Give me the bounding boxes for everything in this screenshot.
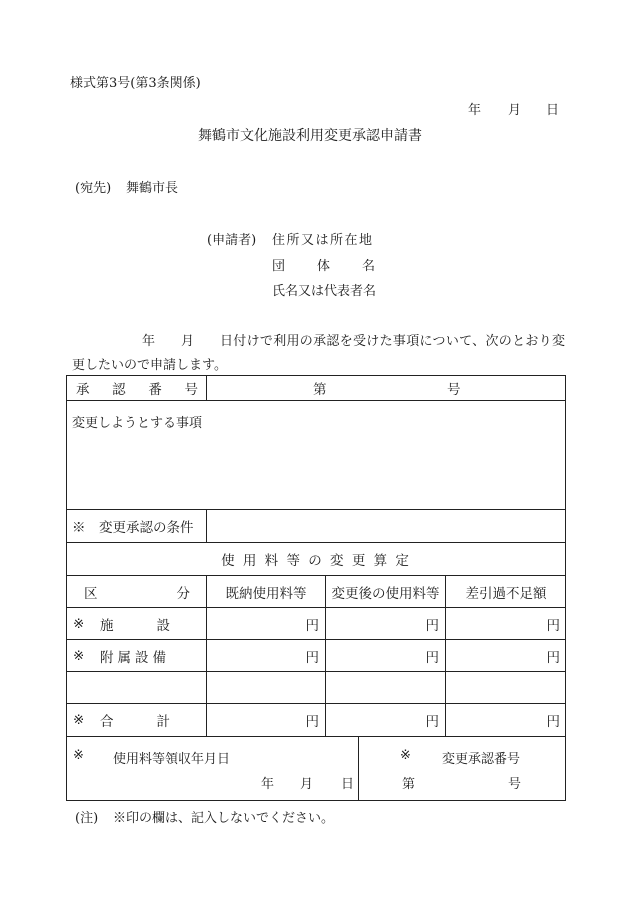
org-char: 体 xyxy=(316,259,330,274)
row-label-char: 備 xyxy=(152,649,166,666)
page-title: 舞鶴市文化施設利用変更承認申請書 xyxy=(198,128,422,144)
row-label-char: 計 xyxy=(156,714,170,730)
receipt-mark: ※ xyxy=(73,748,84,763)
row-label-char: 設 xyxy=(135,649,149,666)
label-char: 承 xyxy=(76,382,90,398)
table-rule xyxy=(66,736,566,737)
col-header-char: 区 xyxy=(84,585,98,602)
amount-unit: 円 xyxy=(425,649,439,666)
applicant-address-label: 住所又は所在地 xyxy=(272,233,374,248)
amount-unit: 円 xyxy=(305,714,319,730)
table-rule xyxy=(358,736,359,801)
approval-number-go: 号 xyxy=(447,382,461,398)
col-header-paid: 既納使用料等 xyxy=(225,585,307,602)
body-line2: 更したいので申請します。 xyxy=(72,358,227,373)
approval-dai: 第 xyxy=(402,777,416,792)
addressee: 舞鶴市長 xyxy=(126,181,179,196)
table-rule xyxy=(206,375,207,400)
row-mark: ※ xyxy=(73,647,85,664)
row-label-char: 属 xyxy=(117,649,131,666)
table-rule xyxy=(206,509,207,542)
applicant-name-label: 氏名又は代表者名 xyxy=(272,284,377,299)
receipt-month: 月 xyxy=(300,777,314,792)
row-label-char: 設 xyxy=(156,617,170,634)
row-mark: ※ xyxy=(73,615,85,632)
amount-unit: 円 xyxy=(305,617,319,634)
fee-section-title: 使 用 料 等 の 変 更 算 定 xyxy=(221,553,411,569)
date-day: 日 xyxy=(546,103,560,118)
col-header-char: 分 xyxy=(176,585,190,602)
applicant-label: (申請者) xyxy=(207,233,257,248)
table-rule xyxy=(66,400,566,401)
approval-label: 変更承認番号 xyxy=(442,752,521,767)
receipt-year: 年 xyxy=(261,777,275,792)
approval-number-label xyxy=(76,376,198,400)
note-prefix: (注) xyxy=(75,811,99,826)
body-line1: 日付けで利用の承認を受けた事項について、次のとおり変 xyxy=(220,334,566,349)
approval-number-dai: 第 xyxy=(313,382,327,398)
col-header-diff: 差引過不足額 xyxy=(465,585,547,602)
table-rule xyxy=(66,671,566,672)
row-label-char: 施 xyxy=(100,617,114,634)
receipt-day: 日 xyxy=(341,777,355,792)
label-char: 番 xyxy=(148,382,162,398)
amount-unit: 円 xyxy=(425,617,439,634)
row-label-facility xyxy=(100,608,170,639)
addressee-prefix: (宛先) xyxy=(75,181,112,196)
amount-unit: 円 xyxy=(425,714,439,730)
col-header-after: 変更後の使用料等 xyxy=(331,585,440,602)
label-char: 号 xyxy=(184,382,198,398)
date-month: 月 xyxy=(508,103,522,118)
org-char: 団 xyxy=(272,259,286,274)
row-label-char: 合 xyxy=(100,714,114,730)
approval-go: 号 xyxy=(508,777,522,792)
body-month: 月 xyxy=(181,334,195,349)
row-mark: ※ xyxy=(73,712,85,728)
row-label-equipment xyxy=(100,640,166,671)
body-year: 年 xyxy=(142,334,156,349)
row-label-char: 附 xyxy=(100,649,114,666)
applicant-org-label xyxy=(272,255,375,274)
label-char: 認 xyxy=(112,382,126,398)
approval-mark: ※ xyxy=(400,748,411,763)
change-items-label: 変更しようとする事項 xyxy=(72,416,203,431)
amount-unit: 円 xyxy=(546,714,560,730)
note-text: ※印の欄は、記入しないでください。 xyxy=(113,811,335,826)
col-header-category xyxy=(84,576,190,607)
row-label-total xyxy=(100,704,170,736)
amount-unit: 円 xyxy=(546,649,560,666)
receipt-label: 使用料等領収年月日 xyxy=(113,752,231,767)
amount-unit: 円 xyxy=(546,617,560,634)
amount-unit: 円 xyxy=(305,649,319,666)
conditions-label: ※ 変更承認の条件 xyxy=(72,520,194,536)
org-char: 名 xyxy=(361,259,375,274)
date-year: 年 xyxy=(468,103,482,118)
form-number: 様式第3号(第3条関係) xyxy=(70,76,201,91)
